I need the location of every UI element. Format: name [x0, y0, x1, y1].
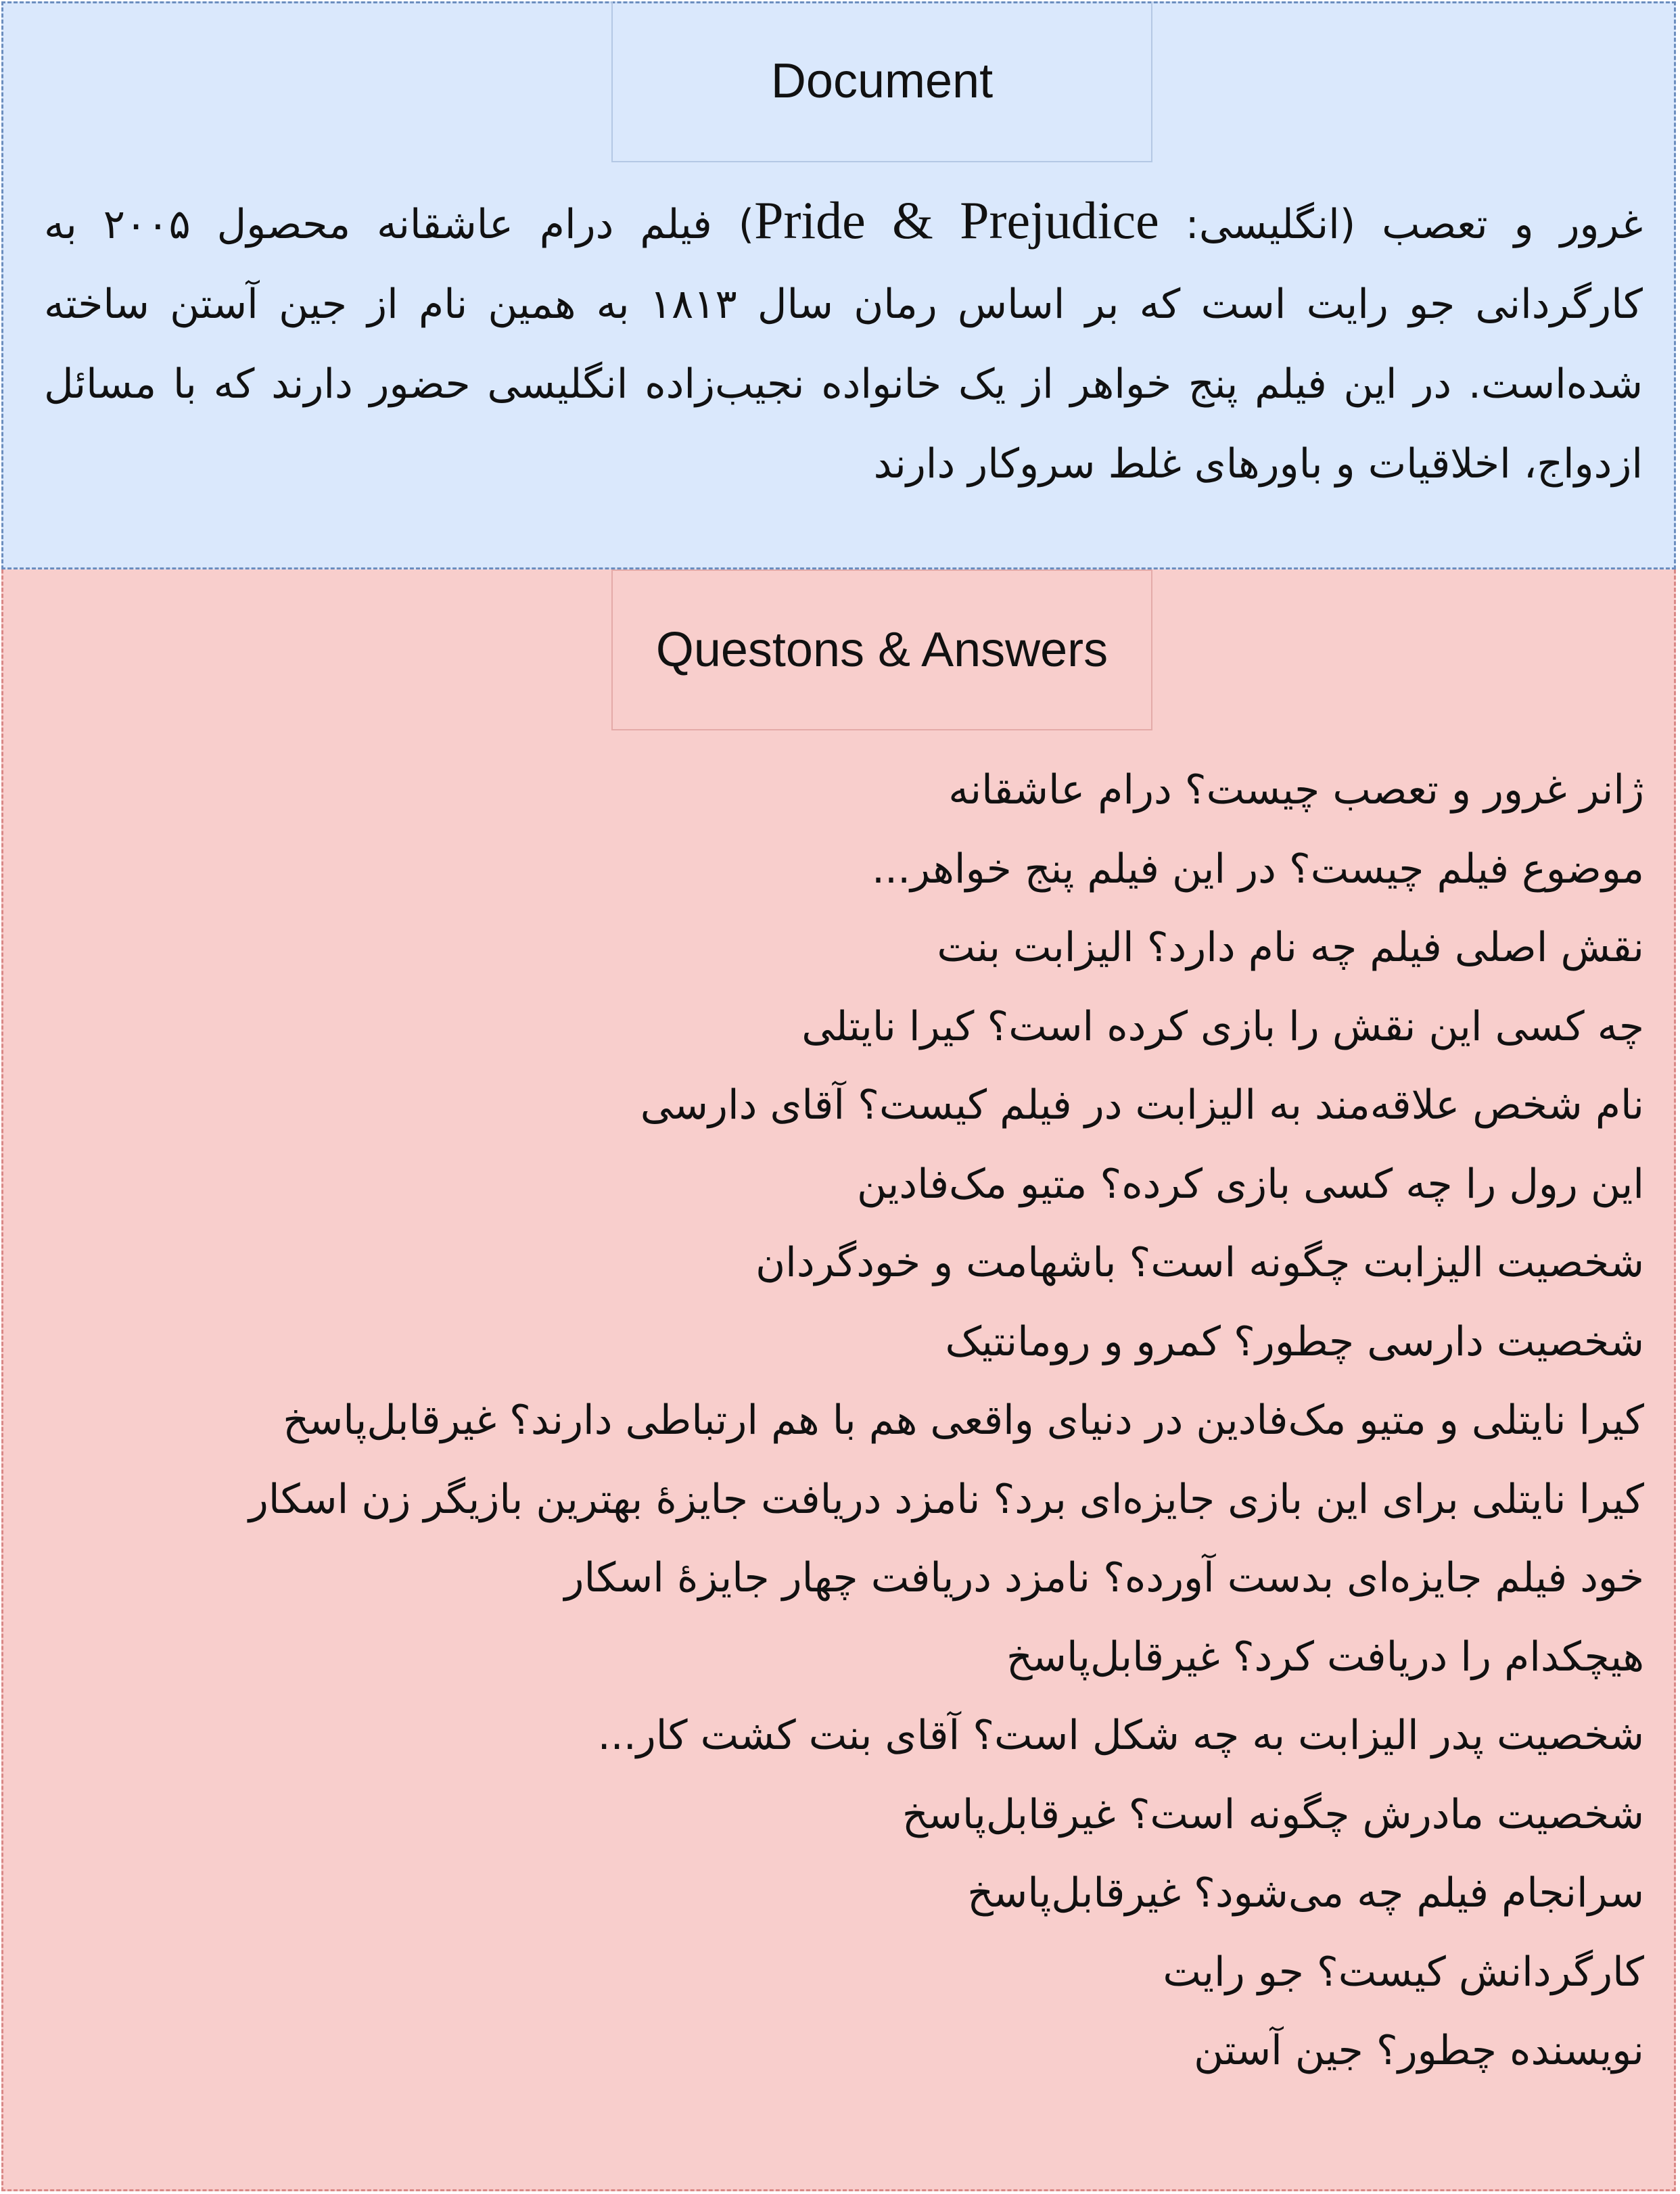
qa-item: کارگردانش کیست؟ جو رایت — [1163, 1948, 1644, 1996]
qa-title: Questons & Answers — [611, 569, 1152, 730]
qa-item: موضوع فیلم چیست؟ در این فیلم پنج خواهر... — [871, 845, 1644, 893]
qa-item: سرانجام فیلم چه می‌شود؟ غیرقابل‌پاسخ — [967, 1869, 1644, 1917]
document-title: Document — [611, 1, 1152, 162]
qa-item: خود فیلم جایزه‌ای بدست آورده؟ نامزد دریافت چهار جایزهٔ اسکار — [564, 1554, 1644, 1602]
qa-item: کیرا نایتلی و متیو مک‌فادین در دنیای واقعی هم با هم ارتباطی دارند؟ غیرقابل‌پاسخ — [283, 1397, 1644, 1444]
document-text — [44, 181, 1643, 504]
qa-item: نام شخص علاقه‌مند به الیزابت در فیلم کیست؟ آقای دارسی — [640, 1081, 1644, 1129]
qa-item: شخصیت الیزابت چگونه است؟ باشهامت و خودگردان — [755, 1239, 1644, 1286]
document-text-latin-title: Pride & Prejudice — [754, 191, 1159, 250]
qa-item: شخصیت دارسی چطور؟ کمرو و رومانتیک — [945, 1317, 1644, 1366]
qa-item: شخصیت مادرش چگونه است؟ غیرقابل‌پاسخ — [902, 1790, 1644, 1838]
qa-item: شخصیت پدر الیزابت به چه شکل است؟ آقای بنت کشت کار... — [597, 1712, 1644, 1759]
document-text-after: ) فیلم درام عاشقانه محصول ۲۰۰۵ به کارگردانی جو رایت است که بر اساس رمان سال ۱۸۱۳ به همین نام از جین آستن ساخته شده‌است. در این فیلم پنج خواهر از یک خانواده نجیب‌زاده انگلیسی حضور دارند که با مسائل ازدواج، اخلاقیات و باورهای غلط سروکار دارند — [44, 201, 1643, 488]
qa-item: کیرا نایتلی برای این بازی جایزه‌ای برد؟ نامزد دریافت جایزهٔ بهترین بازیگر زن اسکار — [248, 1475, 1644, 1523]
qa-section — [1, 569, 1676, 2191]
qa-item: این رول را چه کسی بازی کرده؟ متیو مک‌فادین — [857, 1160, 1644, 1208]
qa-item: هیچکدام را دریافت کرد؟ غیرقابل‌پاسخ — [1006, 1633, 1644, 1681]
qa-item: ژانر غرور و تعصب چیست؟ درام عاشقانه — [948, 766, 1644, 814]
document-text-before: غرور و تعصب (انگلیسی: — [1159, 201, 1643, 248]
document-section — [1, 1, 1676, 569]
qa-list — [30, 751, 1644, 2091]
qa-item: چه کسی این نقش را بازی کرده است؟ کیرا نایتلی — [801, 1002, 1644, 1050]
qa-item: نقش اصلی فیلم چه نام دارد؟ الیزابت بنت — [937, 924, 1644, 971]
qa-item: نویسنده چطور؟ جین آستن — [1194, 2027, 1644, 2074]
